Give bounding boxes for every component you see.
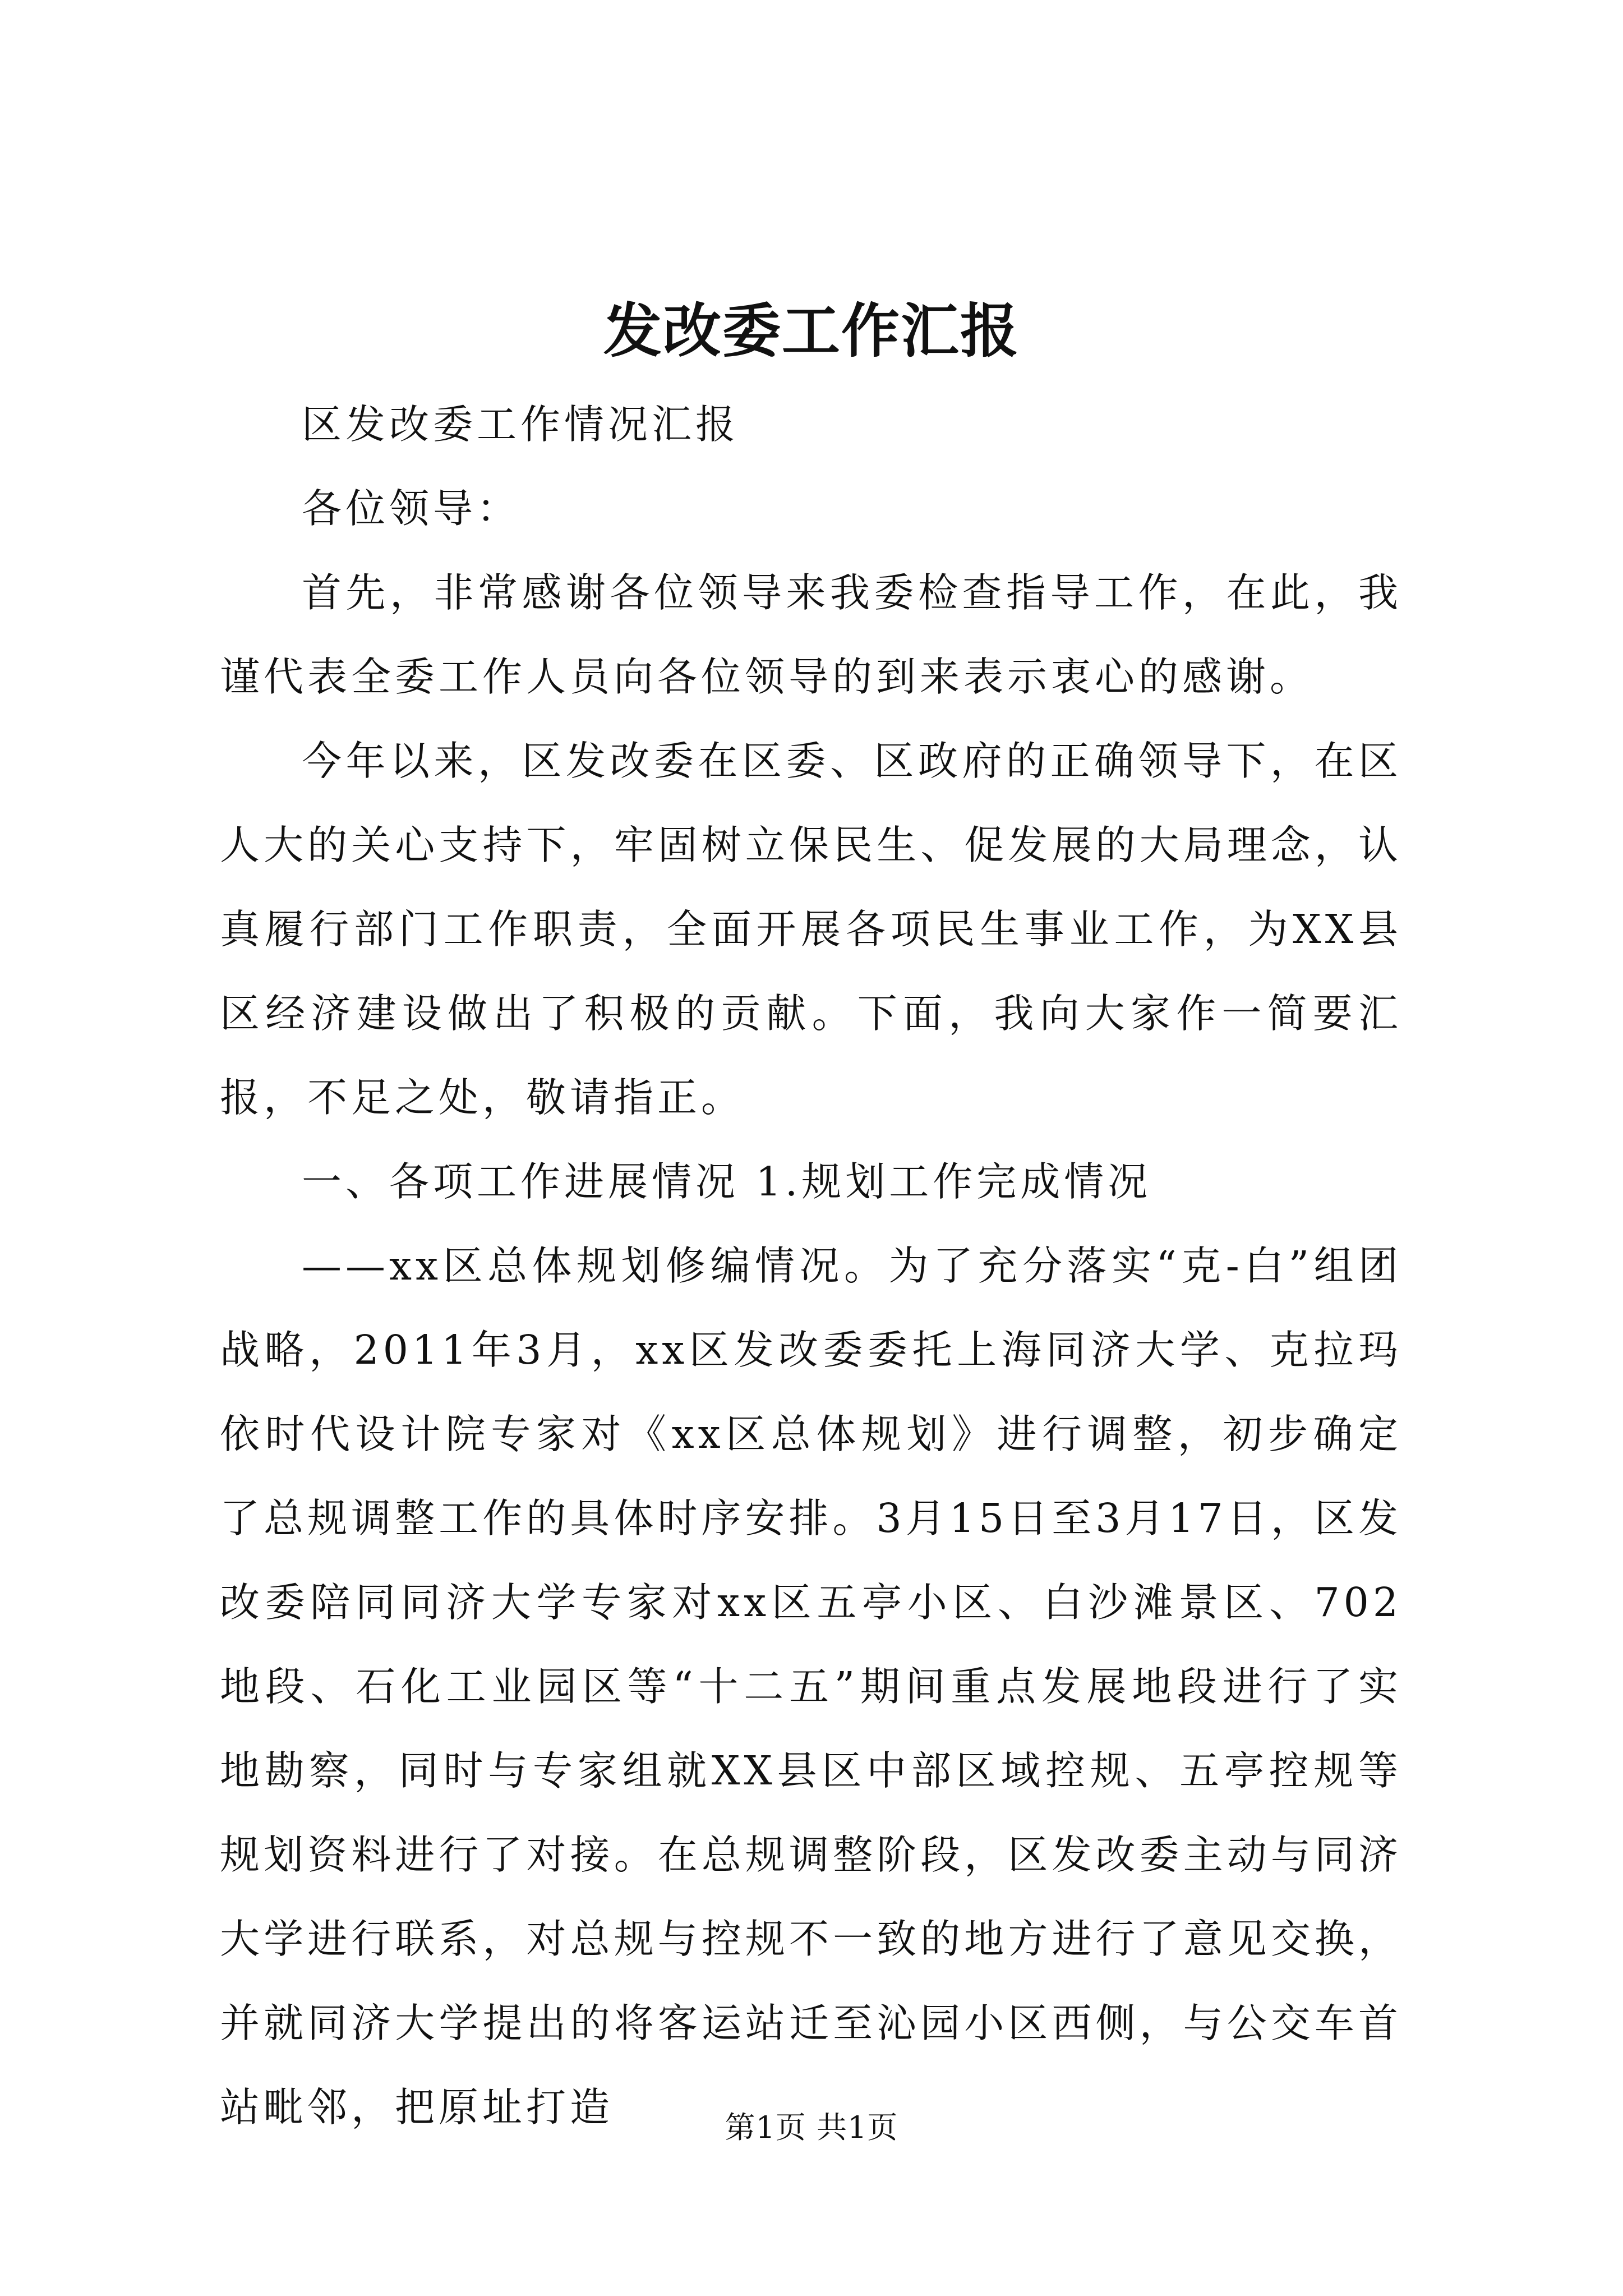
body-paragraph: ——xx区总体规划修编情况。为了充分落实“克-白”组团战略，2011年3月，xx区发改委委托上海同济大学、克拉玛依时代设计院专家对《xx区总体规划》进行调整，初步确定了总规调整工作的具体时序安排。3月15日至3月17日，区发改委陪同同济大学专家对xx区五亭小区、白沙滩景区、702地段、石化工业园区等“十二五”期间重点发展地段进行了实地勘察，同时与专家组就XX县区中部区域控规、五亭控规等规划资料进行了对接。在总规调整阶段，区发改委主动与同济大学进行联系，对总规与控规不一致的地方进行了意见交换，并就同济大学提出的将客运站迁至沁园小区西侧，与公交车首站毗邻，把原址打造 [220,1243,1402,2131]
subtitle-paragraph: 区发改委工作情况汇报 [302,401,740,448]
page-footer: 第1页 共1页 [725,2110,898,2145]
body-paragraph: 首先，非常感谢各位领导来我委检查指导工作，在此，我谨代表全委工作人员向各位领导的到来表示衷心的感谢。 [220,569,1402,700]
body-paragraph: 今年以来，区发改委在区委、区政府的正确领导下，在区人大的关心支持下，牢固树立保民生、促发展的大局理念，认真履行部门工作职责，全面开展各项民生事业工作，为XX县区经济建设做出了积极的贡献。下面，我向大家作一简要汇报，不足之处，敬请指正。 [220,738,1402,1121]
document-body [220,383,1402,2150]
salutation-paragraph: 各位领导： [302,485,521,532]
document-title: 发改委工作汇报 [603,296,1020,365]
section-heading: 一、各项工作进展情况 1.规划工作完成情况 [302,1158,1152,1205]
